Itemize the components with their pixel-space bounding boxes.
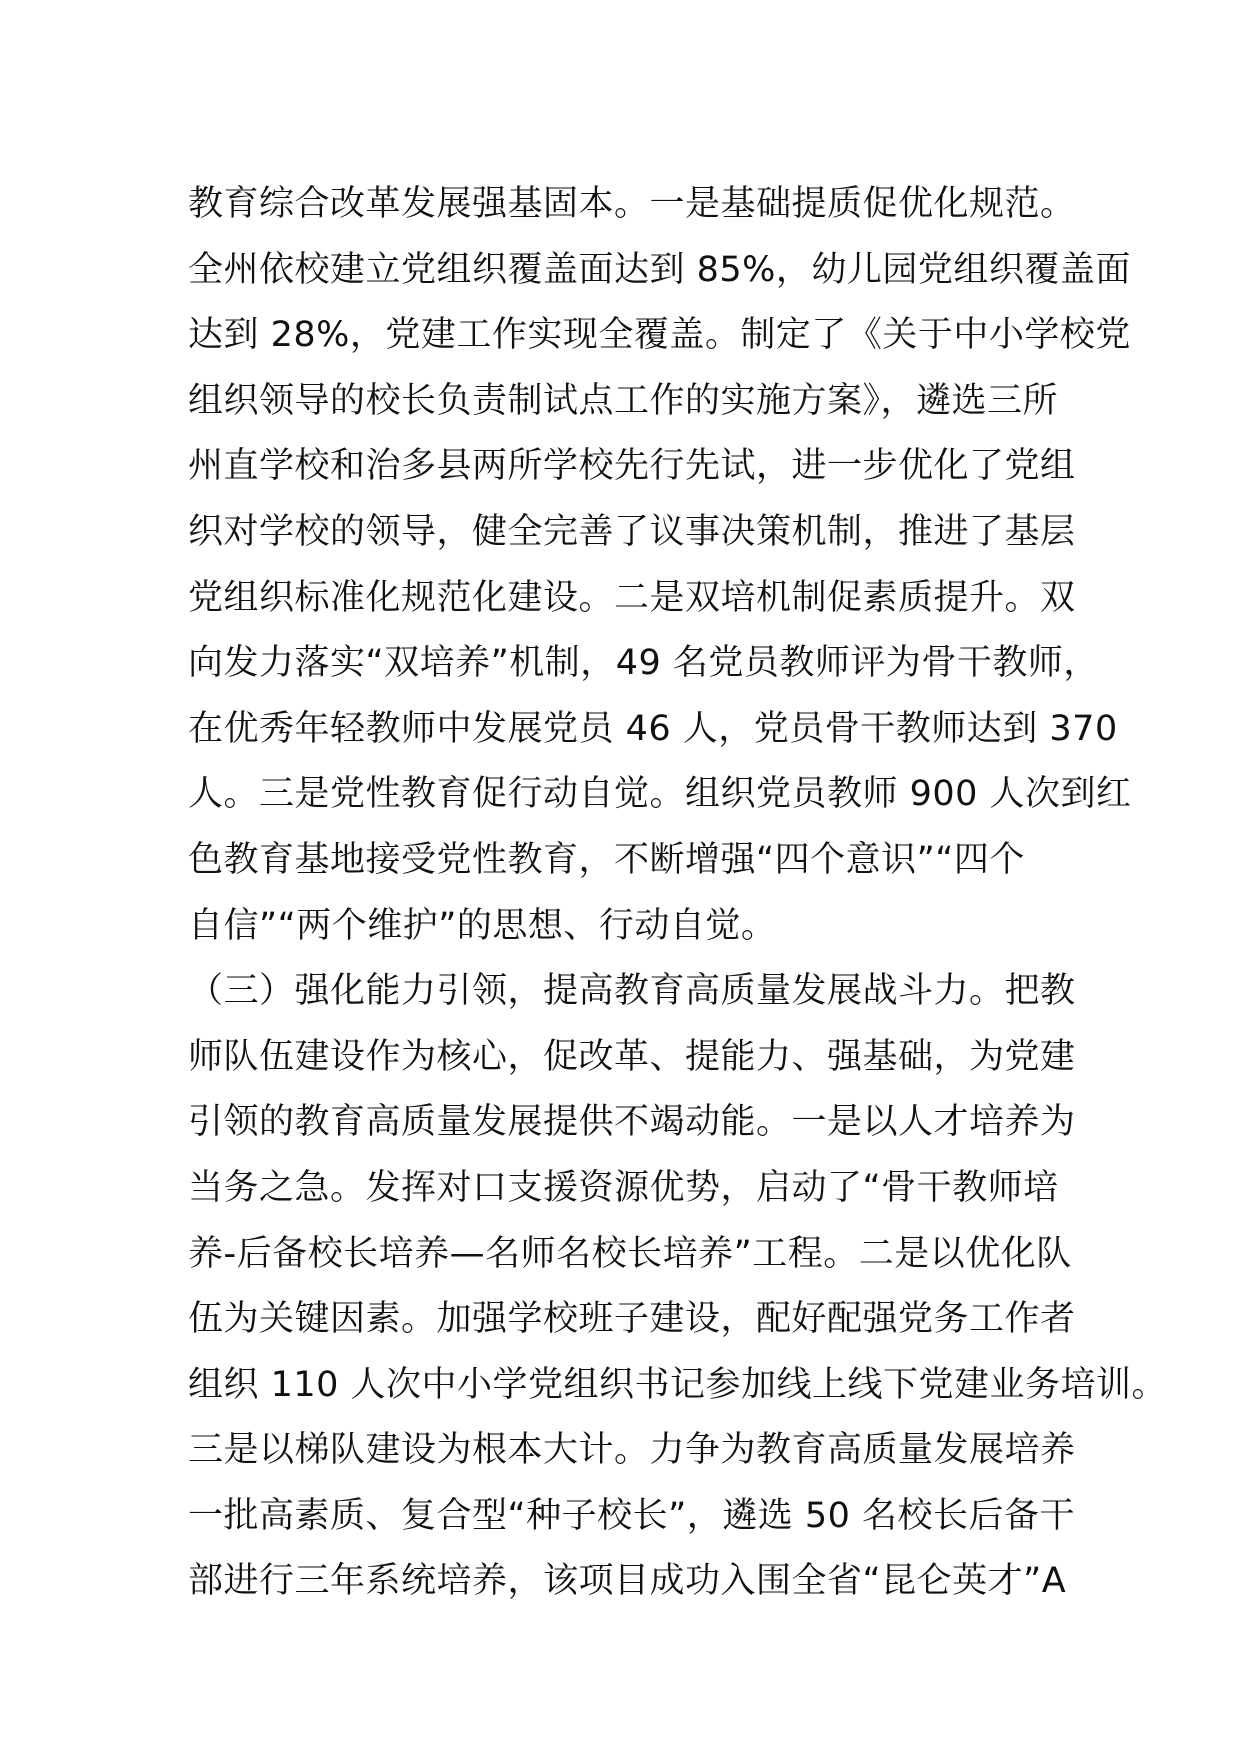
text-line: 一批高素质、复合型“种子校长”，遴选 50 名校长后备干: [188, 1495, 1076, 1536]
text-line: 党组织标准化规范化建设。二是双培机制促素质提升。双: [188, 577, 1076, 618]
text-line: 全州依校建立党组织覆盖面达到 85%，幼儿园党组织覆盖面: [188, 249, 1131, 290]
text-line: 养-后备校长培养—名师名校长培养”工程。二是以优化队: [188, 1233, 1072, 1274]
text-line: 三是以梯队建设为根本大计。力争为教育高质量发展培养: [188, 1430, 1076, 1471]
text-line: 教育综合改革发展强基固本。一是基础提质促优化规范。: [188, 184, 1076, 224]
text-line: 色教育基地接受党性教育，不断增强“四个意识”“四个: [188, 839, 1025, 880]
text-line: 组织领导的校长负责制试点工作的实施方案》，遴选三所: [188, 380, 1059, 421]
section-heading-line: （三）强化能力引领，提高教育高质量发展战斗力。把教: [188, 971, 1076, 1012]
text-line: 州直学校和治多县两所学校先行先试，进一步优化了党组: [188, 446, 1076, 487]
body-text: [188, 172, 1168, 1615]
text-line: 部进行三年系统培养，该项目成功入围全省“昆仑英才”A: [188, 1561, 1067, 1602]
text-line: 自信”“两个维护”的思想、行动自觉。: [188, 905, 777, 946]
text-line: 师队伍建设作为核心，促改革、提能力、强基础，为党建: [188, 1036, 1076, 1077]
text-line: 组织 110 人次中小学党组织书记参加线上线下党建业务培训。: [188, 1364, 1168, 1405]
text-line: 在优秀年轻教师中发展党员 46 人，党员骨干教师达到 370: [188, 708, 1118, 749]
text-line: 引领的教育高质量发展提供不竭动能。一是以人才培养为: [188, 1102, 1076, 1143]
text-line: 伍为关键因素。加强学校班子建设，配好配强党务工作者: [188, 1299, 1076, 1340]
text-line: 织对学校的领导，健全完善了议事决策机制，推进了基层: [188, 511, 1076, 552]
text-line: 当务之急。发挥对口支援资源优势，启动了“骨干教师培: [188, 1167, 1059, 1208]
text-line: 人。三是党性教育促行动自觉。组织党员教师 900 人次到红: [188, 774, 1132, 815]
text-line: 达到 28%，党建工作实现全覆盖。制定了《关于中小学校党: [188, 315, 1131, 356]
text-line: 向发力落实“双培养”机制，49 名党员教师评为骨干教师，: [188, 643, 1099, 684]
